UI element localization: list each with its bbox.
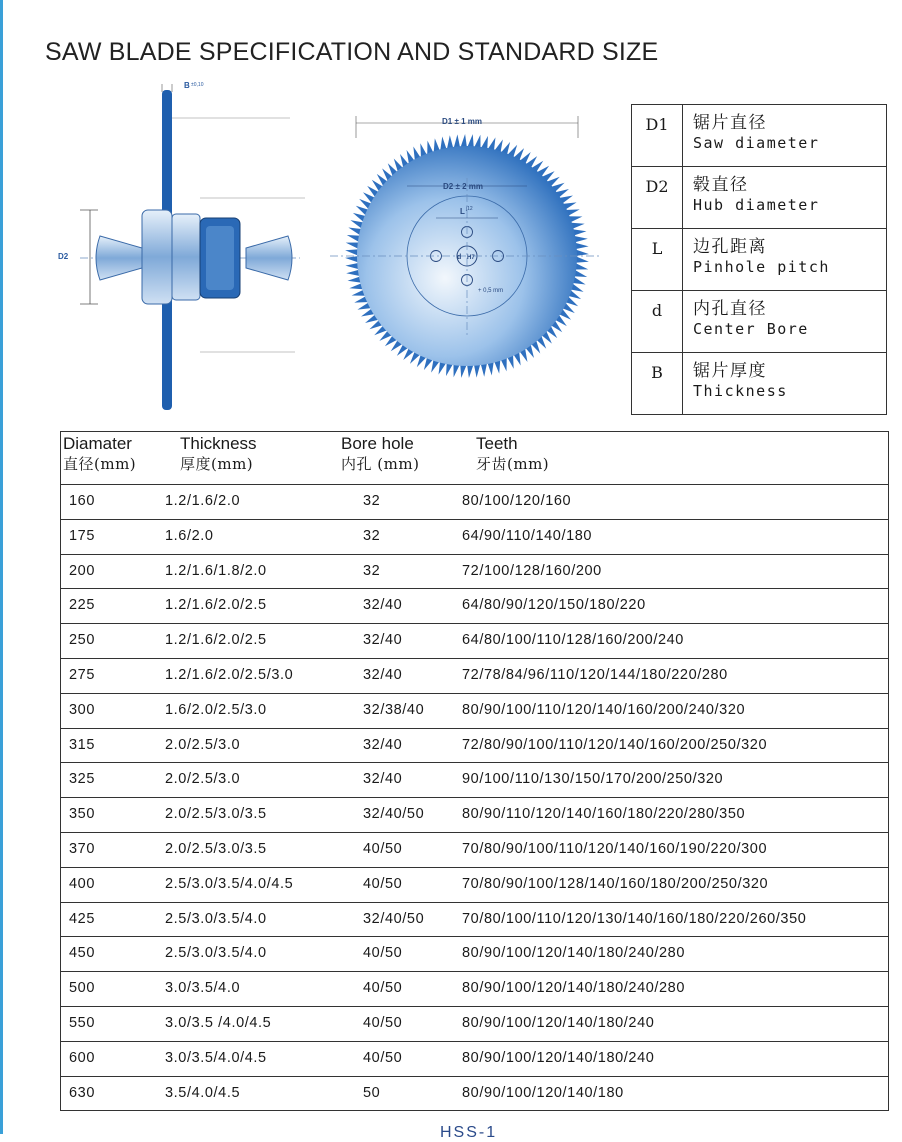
header-teeth: Teeth 牙齿(mm) xyxy=(476,434,550,473)
cell-thickness: 2.5/3.0/3.5/4.0/4.5 xyxy=(165,875,294,892)
legend-row xyxy=(632,291,887,353)
cell-diameter: 400 xyxy=(69,875,95,892)
table-row xyxy=(61,658,888,692)
legend-description xyxy=(683,291,887,353)
pinhole-tolerance: + 0,5 mm xyxy=(478,288,504,294)
cell-thickness: 2.0/2.5/3.0 xyxy=(165,736,241,753)
legend-description xyxy=(683,229,887,291)
cell-bore-hole: 32/40 xyxy=(363,597,403,614)
legend-cn: 毂直径 xyxy=(693,175,749,195)
legend-en: Saw diameter xyxy=(693,134,820,152)
cell-diameter: 250 xyxy=(69,632,95,649)
cell-teeth: 72/80/90/100/110/120/140/160/200/250/320 xyxy=(462,736,768,753)
cell-diameter: 630 xyxy=(69,1084,95,1101)
d2mm-label: D2 ± 2 mm xyxy=(443,182,483,191)
right-flange xyxy=(172,214,200,300)
table-row xyxy=(61,936,888,970)
cell-bore-hole: 32 xyxy=(363,562,381,579)
legend-en: Center Bore xyxy=(693,320,809,338)
cell-teeth: 80/90/100/120/140/180/240/280 xyxy=(462,980,686,997)
cell-teeth: 64/80/90/120/150/180/220 xyxy=(462,597,646,614)
page-footer: HSS-1 xyxy=(440,1124,498,1141)
cell-teeth: 80/90/100/120/140/180/240/280 xyxy=(462,945,686,962)
legend-symbol: D2 xyxy=(632,167,683,229)
table-row xyxy=(61,554,888,588)
legend-cn: 内孔直径 xyxy=(693,299,767,319)
b-tolerance: ±0,10 xyxy=(191,82,204,88)
cell-bore-hole: 40/50 xyxy=(363,875,403,892)
cell-diameter: 225 xyxy=(69,597,95,614)
cell-bore-hole: 40/50 xyxy=(363,1049,403,1066)
table-row xyxy=(61,693,888,727)
dimension-legend xyxy=(631,104,887,415)
header-thickness: Thickness 厚度(mm) xyxy=(180,434,257,473)
cell-teeth: 80/90/110/120/140/160/180/220/280/350 xyxy=(462,806,746,823)
left-flange xyxy=(142,210,172,304)
cell-thickness: 3.0/3.5/4.0 xyxy=(165,980,241,997)
cell-thickness: 3.0/3.5 /4.0/4.5 xyxy=(165,1015,272,1031)
h7-label: H7 xyxy=(467,255,475,261)
legend-description xyxy=(683,105,887,167)
cell-diameter: 600 xyxy=(69,1049,95,1066)
cell-thickness: 1.6/2.0 xyxy=(165,527,214,544)
cell-bore-hole: 32/40 xyxy=(363,632,403,649)
cell-thickness: 1.6/2.0/2.5/3.0 xyxy=(165,701,267,718)
cell-bore-hole: 32/40/50 xyxy=(363,806,425,823)
table-row xyxy=(61,902,888,936)
cell-diameter: 350 xyxy=(69,806,95,823)
legend-description xyxy=(683,167,887,229)
right-arbor-cone xyxy=(246,236,292,280)
cell-bore-hole: 40/50 xyxy=(363,980,403,997)
table-row xyxy=(61,832,888,866)
spec-table-header xyxy=(61,432,888,485)
cell-diameter: 315 xyxy=(69,736,95,753)
legend-symbol: L xyxy=(632,229,683,291)
cell-diameter: 275 xyxy=(69,667,95,683)
legend-en: Thickness xyxy=(693,382,788,400)
legend-row xyxy=(632,167,887,229)
cell-bore-hole: 40/50 xyxy=(363,841,403,857)
legend-description xyxy=(683,353,887,415)
saw-blade-diagram xyxy=(50,78,610,418)
table-row xyxy=(61,1041,888,1075)
cell-thickness: 3.0/3.5/4.0/4.5 xyxy=(165,1049,267,1066)
front-view xyxy=(330,116,602,378)
cell-diameter: 550 xyxy=(69,1015,95,1031)
cell-bore-hole: 32/40 xyxy=(363,736,403,753)
cell-thickness: 3.5/4.0/4.5 xyxy=(165,1084,241,1101)
cell-teeth: 64/90/110/140/180 xyxy=(462,527,593,544)
cell-diameter: 200 xyxy=(69,562,95,579)
l-superscript: j12 xyxy=(466,206,473,212)
table-row xyxy=(61,588,888,622)
cell-teeth: 80/100/120/160 xyxy=(462,493,572,509)
left-arbor-cone xyxy=(96,236,142,280)
table-row xyxy=(61,519,888,553)
b-label: B xyxy=(184,81,190,90)
header-bore-hole: Bore hole 内孔 (mm) xyxy=(341,434,420,473)
cell-diameter: 325 xyxy=(69,771,95,788)
cell-teeth: 70/80/100/110/120/130/140/160/180/220/260/350 xyxy=(462,910,807,927)
cell-diameter: 425 xyxy=(69,910,95,927)
cell-thickness: 1.2/1.6/2.0/2.5/3.0 xyxy=(165,667,294,683)
table-row xyxy=(61,484,888,518)
cell-bore-hole: 50 xyxy=(363,1084,381,1101)
cell-bore-hole: 32/38/40 xyxy=(363,701,425,718)
cell-teeth: 80/90/100/120/140/180 xyxy=(462,1084,624,1101)
l-label: L xyxy=(460,207,465,216)
cell-teeth: 80/90/100/110/120/140/160/200/240/320 xyxy=(462,701,746,718)
cell-bore-hole: 40/50 xyxy=(363,945,403,962)
legend-row xyxy=(632,105,887,167)
cell-thickness: 2.0/2.5/3.0 xyxy=(165,771,241,788)
cell-teeth: 80/90/100/120/140/180/240 xyxy=(462,1049,655,1066)
cell-teeth: 90/100/110/130/150/170/200/250/320 xyxy=(462,771,724,788)
header-diameter: Diamater 直径(mm) xyxy=(63,434,137,473)
legend-symbol: d xyxy=(632,291,683,353)
legend-row xyxy=(632,229,887,291)
cell-teeth: 70/80/90/100/110/120/140/160/190/220/300 xyxy=(462,841,768,857)
table-row xyxy=(61,867,888,901)
cell-teeth: 72/78/84/96/110/120/144/180/220/280 xyxy=(462,667,728,683)
legend-row xyxy=(632,353,887,415)
cell-bore-hole: 32/40/50 xyxy=(363,910,425,927)
cell-thickness: 2.5/3.0/3.5/4.0 xyxy=(165,910,267,927)
cell-diameter: 160 xyxy=(69,493,95,509)
legend-cn: 锯片直径 xyxy=(693,113,767,133)
d2-side-label: D2 xyxy=(58,252,69,261)
table-row xyxy=(61,1006,888,1040)
cell-thickness: 1.2/1.6/2.0/2.5 xyxy=(165,632,267,649)
table-row xyxy=(61,623,888,657)
cell-bore-hole: 32 xyxy=(363,527,381,544)
cell-teeth: 70/80/90/100/128/140/160/180/200/250/320 xyxy=(462,875,769,892)
cell-thickness: 1.2/1.6/2.0 xyxy=(165,493,241,509)
table-row xyxy=(61,728,888,762)
legend-en: Pinhole pitch xyxy=(693,258,830,276)
table-row xyxy=(61,971,888,1005)
d1-label: D1 ± 1 mm xyxy=(442,117,482,126)
cell-diameter: 300 xyxy=(69,701,95,718)
table-row xyxy=(61,797,888,831)
cell-teeth: 80/90/100/120/140/180/240 xyxy=(462,1015,655,1031)
left-accent-rule xyxy=(0,0,3,1134)
cell-bore-hole: 40/50 xyxy=(363,1015,403,1031)
cell-thickness: 1.2/1.6/2.0/2.5 xyxy=(165,597,267,614)
cell-bore-hole: 32/40 xyxy=(363,667,403,683)
spec-table xyxy=(60,431,889,1111)
cell-diameter: 450 xyxy=(69,945,95,962)
cell-thickness: 2.0/2.5/3.0/3.5 xyxy=(165,841,267,857)
cell-bore-hole: 32/40 xyxy=(363,771,403,788)
d-label: d xyxy=(457,254,462,261)
cell-bore-hole: 32 xyxy=(363,493,381,509)
cell-diameter: 370 xyxy=(69,841,95,857)
legend-cn: 边孔距离 xyxy=(693,237,767,257)
cell-diameter: 500 xyxy=(69,980,95,997)
legend-symbol: B xyxy=(632,353,683,415)
legend-en: Hub diameter xyxy=(693,196,820,214)
page-title: SAW BLADE SPECIFICATION AND STANDARD SIZE xyxy=(45,38,659,66)
cell-teeth: 64/80/100/110/128/160/200/240 xyxy=(462,632,684,649)
cell-teeth: 72/100/128/160/200 xyxy=(462,562,602,579)
table-row xyxy=(61,762,888,796)
cell-diameter: 175 xyxy=(69,527,95,544)
legend-symbol: D1 xyxy=(632,105,683,167)
side-view xyxy=(58,81,305,410)
cell-thickness: 2.5/3.0/3.5/4.0 xyxy=(165,945,267,962)
cell-thickness: 2.0/2.5/3.0/3.5 xyxy=(165,806,267,823)
cell-thickness: 1.2/1.6/1.8/2.0 xyxy=(165,562,267,579)
legend-cn: 锯片厚度 xyxy=(693,361,767,381)
table-row xyxy=(61,1076,888,1110)
